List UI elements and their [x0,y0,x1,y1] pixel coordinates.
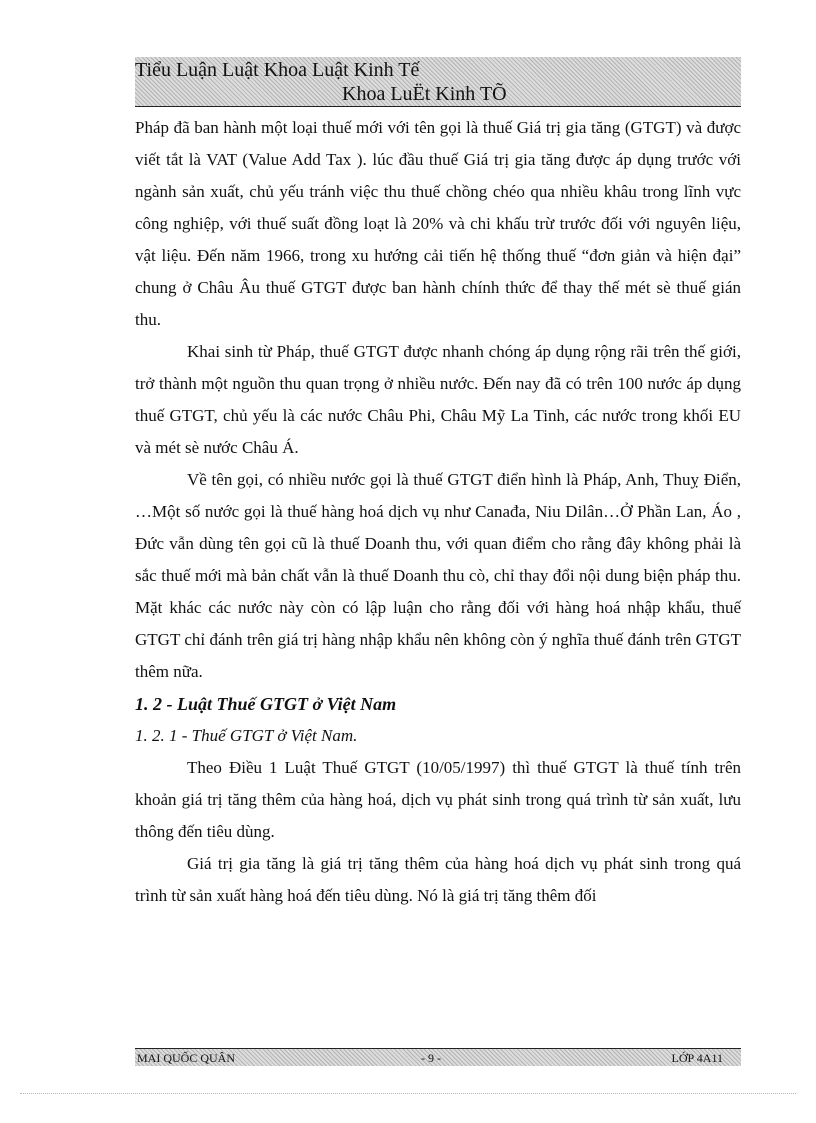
document-body [135,112,741,912]
footer-class: LỚP 4A11 [671,1051,723,1065]
subsection-heading: 1. 2. 1 - Thuế GTGT ở Việt Nam. [135,726,358,745]
body-paragraph: Khai sinh từ Pháp, thuế GTGT được nhanh chóng áp dụng rộng rãi trên thế giới, trở thành một nguồn thu quan trọng ở nhiều nước. Đến nay đã có trên 100 nước áp dụng thuế GTGT, chủ yếu là các nước Châu Phi, Châu Mỹ La Tinh, các nước trong khối EU và mét sè nước Châu Á. [135,342,741,457]
header-subtitle: Khoa LuËt Kinh TÕ [342,83,507,105]
body-paragraph: Về tên gọi, có nhiều nước gọi là thuế GTGT điển hình là Pháp, Anh, Thuỵ Điển, …Một số nước gọi là thuế hàng hoá dịch vụ như Canađa, Niu Dilân…Ở Phần Lan, Áo , Đức vẫn dùng tên gọi cũ là thuế Doanh thu, với quan điểm cho rằng đây không phải là sắc thuế mới mà bản chất vẫn là thuế Doanh thu cò, chỉ thay đổi nội dung biện pháp thu. Mặt khác các nước này còn có lập luận cho rằng đối với hàng hoá nhập khẩu, thuế GTGT chỉ đánh trên giá trị hàng nhập khẩu nên không còn ý nghĩa thuế đánh trên GTGT thêm nữa. [135,470,741,681]
header-title: Tiểu Luận Luật Khoa Luật Kinh Tế [135,59,420,81]
page-footer [135,1048,741,1066]
page-number: - 9 - [421,1051,441,1065]
body-paragraph: Pháp đã ban hành một loại thuế mới với tên gọi là thuế Giá trị gia tăng (GTGT) và được viết tắt là VAT (Value Add Tax ). lúc đầu thuế Giá trị gia tăng được áp dụng trước với ngành sản xuất, chủ yếu tránh việc thu thuế chồng chéo qua nhiều khâu trong lĩnh vực công nghiệp, với thuế suất đồng loạt là 20% và chi khấu trừ trước đối với nguyên liệu, vật liệu. Đến năm 1966, trong xu hướng cải tiến hệ thống thuế “đơn giản và hiện đại” chung ở Châu Âu thuế GTGT được ban hành chính thức để thay thế mét sè thuế gián thu. [135,118,741,329]
footer-author: MAI QUỐC QUÂN [137,1051,235,1065]
page-header [135,57,741,107]
section-heading: 1. 2 - Luật Thuế GTGT ở Việt Nam [135,694,397,714]
page-edge-divider [20,1093,796,1094]
body-paragraph: Theo Điều 1 Luật Thuế GTGT (10/05/1997) thì thuế GTGT là thuế tính trên khoản giá trị tăng thêm của hàng hoá, dịch vụ phát sinh trong quá trình từ sản xuất, lưu thông đến tiêu dùng. [135,758,741,841]
body-paragraph: Giá trị gia tăng là giá trị tăng thêm của hàng hoá dịch vụ phát sinh trong quá trình từ sản xuất hàng hoá đến tiêu dùng. Nó là giá trị tăng thêm đối [135,854,741,905]
